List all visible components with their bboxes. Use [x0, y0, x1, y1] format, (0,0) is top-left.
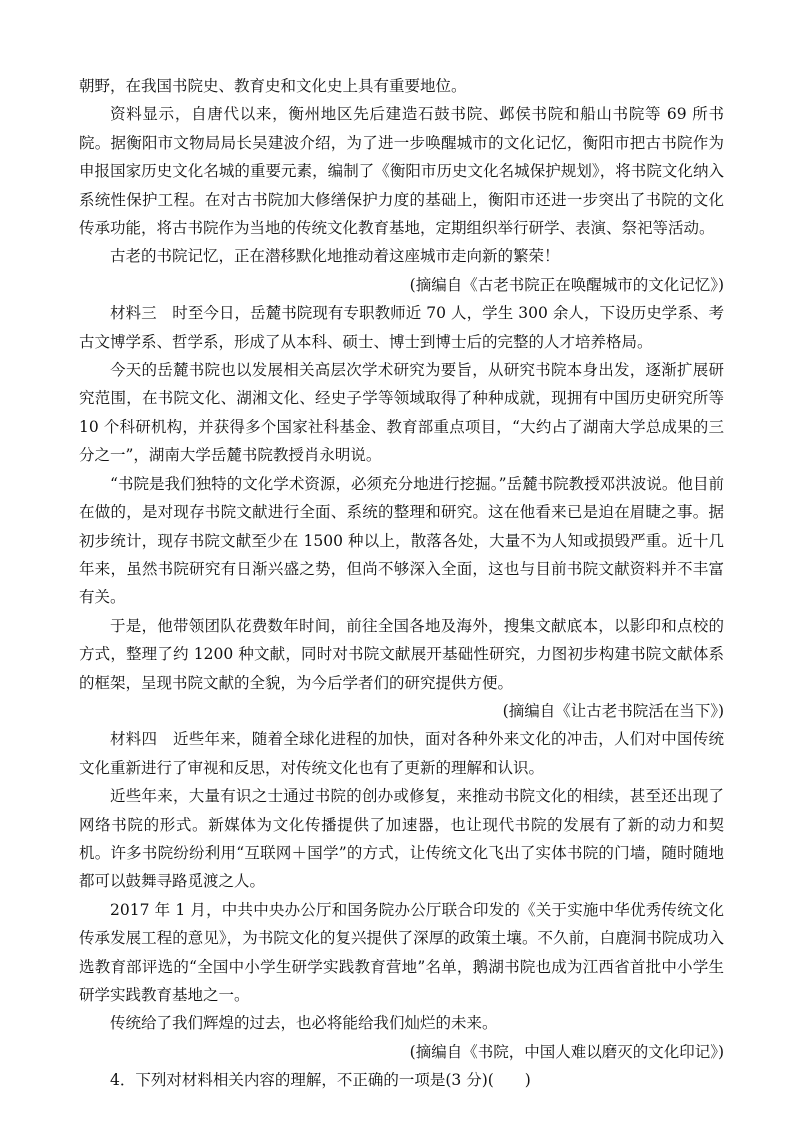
paragraph-policy-2017: 2017 年 1 月，中共中央办公厅和国务院办公厅联合印发的《关于实施中华优秀传统文化传承发展工程的意见》，为书院文化的复兴提供了深厚的政策土壤。不久前，白鹿洞书院成功入选教育部评选的“全国中小学生研学实践教育营地”名单，鹅湖书院也成为江西省首批中小学生研学实践教育基地之一。	[79, 900, 724, 1004]
paragraph-city-memory: 古老的书院记忆，正在潜移默化地推动着这座城市走向新的繁荣！	[110, 247, 560, 266]
paragraph-material-three: 材料三 时至今日，岳麓书院现有专职教师近 70 人，学生 300 余人，下设历史学系、考古文博学系、哲学系，形成了从本科、硕士、博士到博士后的完整的人才培养格局。	[79, 304, 724, 351]
paragraph-online-academies: 近些年来，大量有识之士通过书院的创办或修复，来推动书院文化的相续，甚至还出现了网络书院的形式。新媒体为文化传播提供了加速器，也让现代书院的发展有了新的动力和契机。许多书院纷纷利用“互联网＋国学”的方式，让传统文化飞出了实体书院的门墙，随时随地都可以鼓舞寻路觅渡之人。	[79, 787, 724, 891]
question-4: 4．下列对材料相关内容的理解，不正确的一项是(3 分)( )	[110, 1071, 531, 1090]
paragraph-deng-hongbo: “书院是我们独特的文化学术资源，必须充分地进行挖掘。”岳麓书院教授邓洪波说。他目前在做的，是对现存书院文献进行全面、系统的整理和研究。这在他看来已是迫在眉睫之事。据初步统计，现存书院文献至少在 1500 种以上，散落各处，大量不为人知或损毁严重。近十几年来，虽然书院研究有日渐兴盛之势，但尚不够深入全面，这也与目前书院文献资料并不丰富有关。	[79, 474, 724, 607]
paragraph-material-four: 材料四 近些年来，随着全球化进程的加快，面对各种外来文化的冲击，人们对中国传统文化重新进行了审视和反思，对传统文化也有了更新的理解和认识。	[79, 730, 724, 777]
paragraph-yuelu-research: 今天的岳麓书院也以发展相关高层次学术研究为要旨，从研究书院本身出发，逐渐扩展研究范围，在书院文化、湖湘文化、经史子学等领域取得了种种成就，现拥有中国历史研究所等 10 个科研机构，并获得多个国家社科基金、教育部重点项目，“大约占了湖南大学总成果的三分之一”，湖南大学岳麓书院教授肖永明说。	[79, 361, 724, 465]
paragraph-tradition-future: 传统给了我们辉煌的过去，也必将能给我们灿烂的未来。	[110, 1014, 498, 1033]
source-citation-1: (摘编自《古老书院正在唤醒城市的文化记忆》)	[409, 275, 724, 294]
article-body	[79, 72, 724, 1095]
paragraph-continuation: 朝野，在我国书院史、教育史和文化史上具有重要地位。	[79, 77, 467, 95]
source-citation-2: (摘编自《让古老书院活在当下》)	[502, 701, 724, 720]
paragraph-literature-collection: 于是，他带领团队花费数年时间，前往全国各地及海外，搜集文献底本，以影印和点校的方式，整理了约 1200 种文献，同时对书院文献展开基础性研究，力图初步构建书院文献体系的框架，呈现书院文献的全貌，为今后学者们的研究提供方便。	[79, 616, 724, 692]
source-citation-3: (摘编自《书院，中国人难以磨灭的文化印记》)	[409, 1042, 724, 1061]
paragraph-hengyang-academies: 资料显示，自唐代以来，衡州地区先后建造石鼓书院、邺侯书院和船山书院等 69 所书院。据衡阳市文物局局长吴建波介绍，为了进一步唤醒城市的文化记忆，衡阳市把古书院作为申报国家历史文化名城的重要元素，编制了《衡阳市历史文化名城保护规划》，将书院文化纳入系统性保护工程。在对古书院加大修缮保护力度的基础上，衡阳市还进一步突出了书院的文化传承功能，将古书院作为当地的传统文化教育基地，定期组织举行研学、表演、祭祀等活动。	[79, 105, 724, 238]
